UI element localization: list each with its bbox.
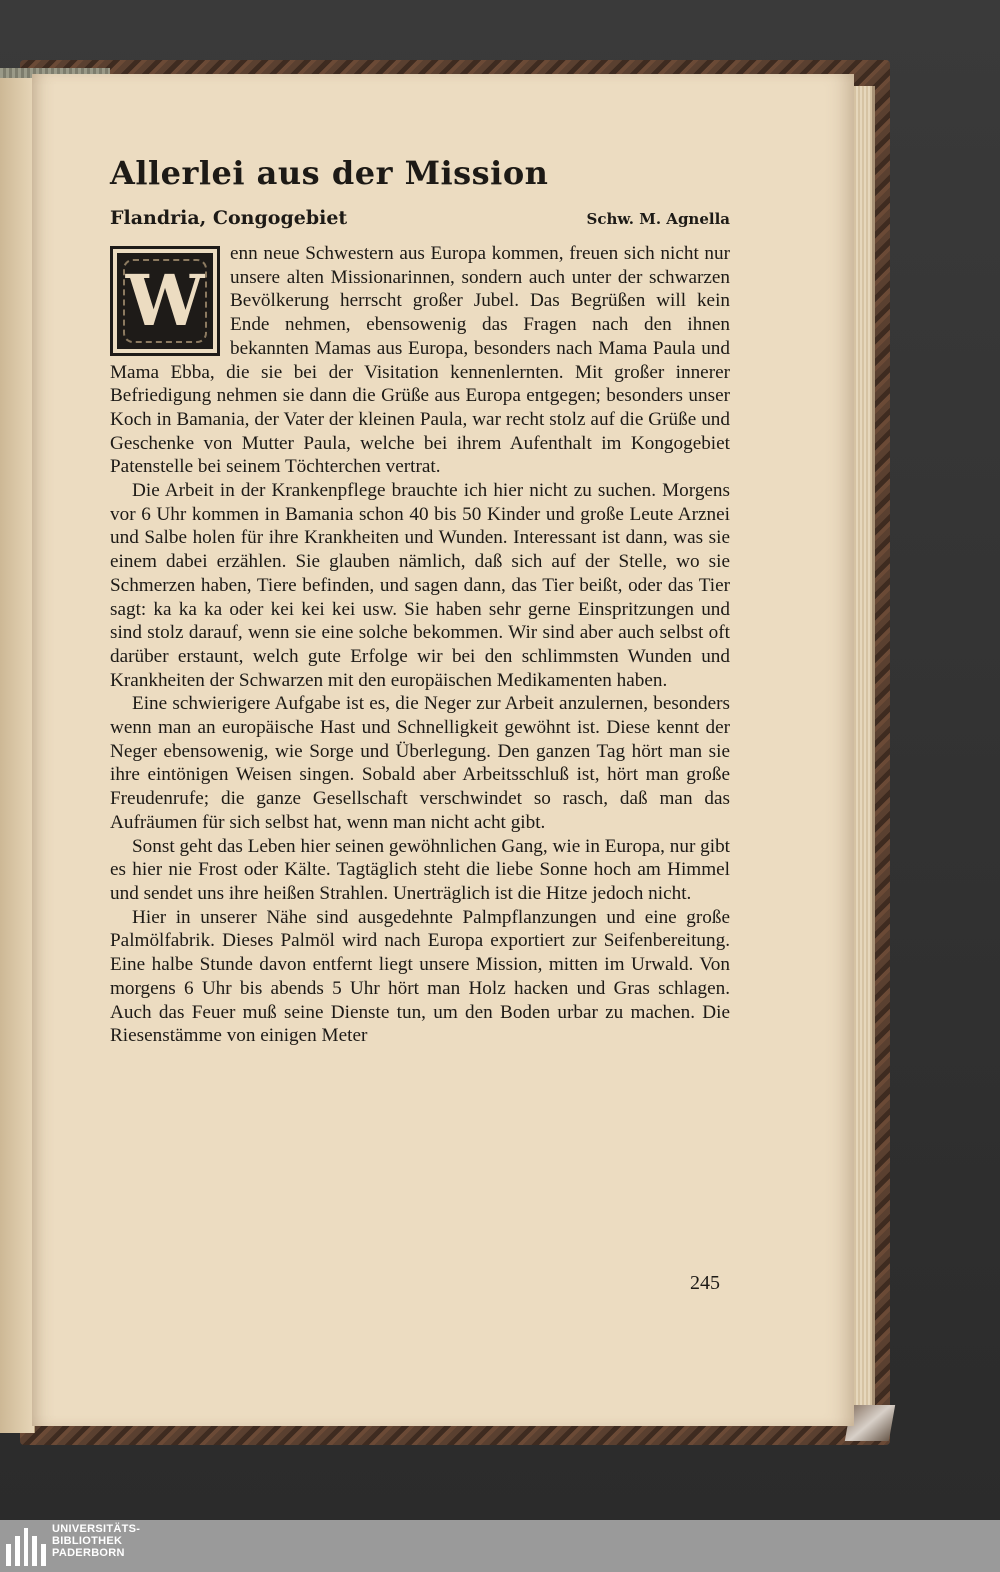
paragraph-5: Hier in unserer Nähe sind ausgedehnte Palmpflanzungen und eine große Palmölfabrik. Dieses Palmöl wird nach Europa exportiert zur Seifenbereitung. Eine halbe Stunde davon entfernt liegt unsere Mission, mitten im Urwald. Von morgens 6 Uhr bis abends 5 Uhr hört man Holz hacken und Gras schlagen. Auch das Feuer muß seine Dienste tun, um den Boden urbar zu machen. Die Riesenstämme von einigen Meter <box>110 906 730 1047</box>
paragraph-1 <box>110 242 730 479</box>
library-name-line-3: PADERBORN <box>52 1547 125 1559</box>
library-name <box>52 1523 140 1559</box>
dropcap-frame <box>123 259 207 343</box>
dropcap-ornament <box>110 246 220 356</box>
paragraph-3: Eine schwierigere Aufgabe ist es, die Neger zur Arbeit anzulernen, besonders wenn man an europäische Hast und Schnelligkeit gewöhnt ist. Diese kennt der Neger ebensowenig, wie Sorge und Überlegung. Den ganzen Tag hört man sie ihre eintönigen Weisen singen. Sobald aber Arbeitsschluß ist, hört man große Freudenrufe; die ganze Gesellschaft verschwindet so rasch, daß man das Aufräumen für sich selbst hat, wenn man nicht acht gibt. <box>110 693 730 833</box>
dropcap-letter: W <box>125 259 205 342</box>
library-name-line-2: BIBLIOTHEK <box>52 1535 123 1547</box>
paragraph-1-text: enn neue Schwestern aus Europa kommen, freuen sich nicht nur unsere alten Missionarinnen, sondern auch unter der schwarzen Bevölkerung herrscht großer Jubel. Das Begrüßen will kein Ende nehmen, ebensowenig das Fragen nach den ihnen bekannten Mamas aus Europa, besonders nach Mama Paula und Mama Ebba, die sie bei der Visitation kennenlernten. Mit großer innerer Befriedigung nehmen sie dann die Grüße aus Europa entgegen; besonders unser Koch in Bamania, der Vater der kleinen Paula, war recht stolz auf die Grüße und Geschenke von Mutter Paula, welche bei ihrem Aufenthalt im Kongogebiet Patenstelle bei seinem Töchterchen vertrat. <box>110 243 730 478</box>
footer-bar <box>0 1520 1000 1572</box>
article <box>110 150 730 1048</box>
article-author: Schw. M. Agnella <box>586 210 730 228</box>
page-number: 245 <box>690 1272 720 1294</box>
left-page-edge <box>0 78 35 1433</box>
library-name-line-1: UNIVERSITÄTS- <box>52 1523 141 1535</box>
article-subheading <box>110 204 730 232</box>
library-logo-icon <box>6 1526 46 1566</box>
article-location: Flandria, Congogebiet <box>110 207 348 229</box>
article-title: Allerlei aus der Mission <box>110 154 549 192</box>
article-body <box>110 242 730 1048</box>
paragraph-2: Die Arbeit in der Krankenpflege brauchte ich hier nicht zu suchen. Morgens vor 6 Uhr kommen in Bamania schon 40 bis 50 Kinder und große Leute Arznei und Salbe holen für ihre Krankheiten und Wunden. Interessant ist dann, was sie einem dabei erzählen. Sie glauben nämlich, daß sich auf der Stelle, wo sie Schmerzen haben, Tiere befinden, und sagen dann, das Tier beißt, oder das Tier sagt: ka ka ka oder kei kei kei usw. Sie haben sehr gerne Einspritzungen und sind stolz darauf, wenn sie eine solche bekommen. Wir sind aber auch selbst oft darüber erstaunt, welch gute Erfolge wir bei den schlimmsten Wunden und Krankheiten der Schwarzen mit den europäischen Medikamenten haben. <box>110 480 730 691</box>
paragraph-4: Sonst geht das Leben hier seinen gewöhnlichen Gang, wie in Europa, nur gibt es hier nie Frost oder Kälte. Tagtäglich steht die liebe Sonne hoch am Himmel und sendet uns ihre heißen Strahlen. Unerträglich ist die Hitze jedoch nicht. <box>110 835 730 904</box>
